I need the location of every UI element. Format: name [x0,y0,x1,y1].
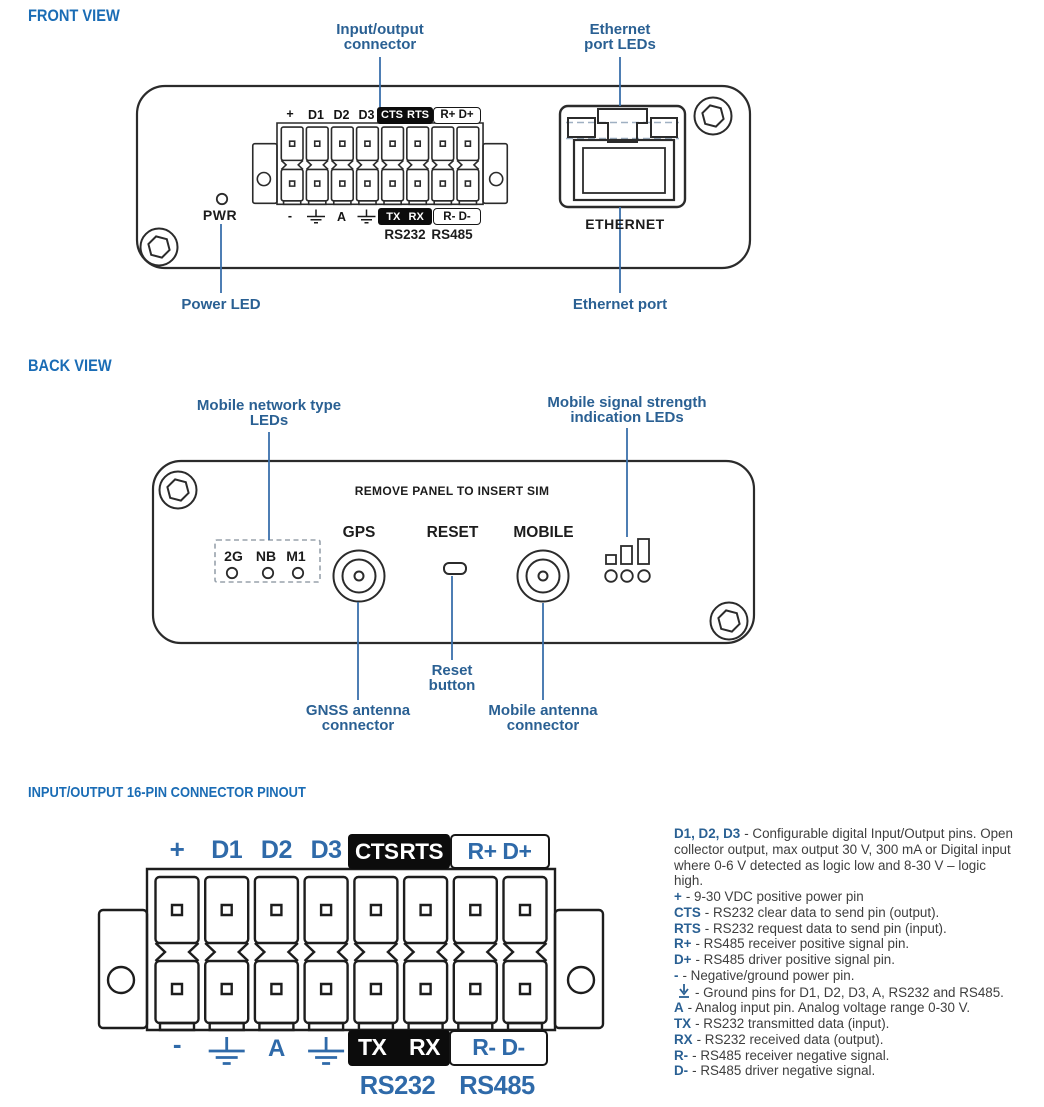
power-led-annotation: Power LED [181,296,261,313]
pinout-tx-rx-box [348,1030,450,1066]
led-2g [227,568,237,578]
sim-note-label: REMOVE PANEL TO INSERT SIM [354,484,550,498]
pinout-rs232-label: RS232 [359,1072,436,1100]
front-cts-rts-box [377,107,433,124]
hex-screw-icon [695,98,732,135]
ethernet-led-right [651,118,677,137]
signal-leds-annotation: Mobile signal strength indication LEDs [547,394,707,427]
pin-description: - Ground pins for D1, D2, D3, A, RS232 and RS485. [674,984,1018,1001]
front-pin-d3: D3 [358,107,375,122]
led-nb [263,568,273,578]
front-pin-minus: - [287,209,293,223]
front-rs232-label: RS232 [384,227,426,242]
led-label-2g: 2G [224,548,243,564]
ground-pin-icon [678,984,690,999]
ground-symbol-icon [308,1037,344,1064]
pinout-pin-plus: + [169,834,185,864]
pin-description: - - Negative/ground power pin. [674,967,855,983]
pinout-title: INPUT/OUTPUT 16-PIN CONNECTOR PINOUT [28,784,306,801]
ground-symbol-icon [358,210,376,223]
reset-button-annotation: Reset button [428,662,476,695]
pin-description: CTS - RS232 clear data to send pin (output). [674,904,940,920]
pin-description: D+ - RS485 driver positive signal pin. [674,952,895,967]
hex-screw-icon [141,229,178,266]
pin-description: TX - RS232 transmitted data (input). [674,1016,890,1031]
pin-description: RX - RS232 received data (output). [674,1031,884,1047]
pinout-rplus-dplus-box: R+ D+ [450,834,550,869]
pinout-pin-tx: TX [358,1034,387,1060]
pwr-label: PWR [202,207,238,223]
pinout-pin-a: A [267,1035,285,1062]
pinout-pin-minus: - [172,1029,182,1059]
gnss-connector-annotation: GNSS antenna connector [305,702,411,735]
front-pin-rts: RTS [407,109,429,121]
led-label-nb: NB [255,548,277,564]
gps-label: GPS [342,524,376,541]
pin-description: A - Analog input pin. Analog voltage range 0-30 V. [674,1000,971,1016]
mobile-connector-annotation: Mobile antenna connector [488,702,598,735]
ground-symbol-icon [307,210,325,223]
io-connector-annotation: Input/output connector [336,21,424,54]
power-led-icon [217,194,227,204]
reset-label: RESET [426,524,479,541]
pinout-pin-d2: D2 [260,836,292,864]
signal-bars-icon [605,539,650,582]
front-pin-plus: + [286,107,294,121]
pin-description: R+ - RS485 receiver positive signal pin. [674,936,910,952]
ethernet-leds-annotation: Ethernet port LEDs [584,21,656,54]
pinout-pin-cts: CTS [355,838,399,864]
back-view-title: BACK VIEW [28,356,112,375]
pinout-pin-rx: RX [409,1034,440,1060]
front-pin-tx: TX [386,210,401,223]
front-pin-d1: D1 [308,107,324,122]
hex-screw-icon [711,603,748,640]
pinout-rminus-dminus-box: R- D- [449,1030,548,1066]
pin-description: D- - RS485 driver negative signal. [674,1063,876,1079]
ethernet-label: ETHERNET [585,216,665,232]
front-tx-rx-box [378,208,432,225]
network-type-leds-annotation: Mobile network type LEDs [196,397,342,430]
pin-descriptions [674,826,1018,1079]
pinout-pin-rts: RTS [399,838,443,864]
pin-description: RTS - RS232 request data to send pin (input). [674,920,947,936]
network-type-leds [227,568,303,578]
pinout-pin-d1: D1 [211,836,243,864]
ethernet-port-annotation: Ethernet port [572,296,668,313]
reset-button-icon [444,563,466,574]
front-pin-rx: RX [408,210,424,223]
ethernet-led-left [568,118,595,137]
front-rplus-dplus-box: R+ D+ [433,107,481,124]
pinout-pin-d3: D3 [310,836,342,864]
io-connector-drawing-large [99,869,603,1030]
ground-symbol-icon [209,1037,245,1064]
pin-description: R- - RS485 receiver negative signal. [674,1047,890,1063]
pin-description: + - 9-30 VDC positive power pin [674,889,864,904]
pinout-cts-rts-box [348,834,450,869]
pinout-rs485-label: RS485 [459,1072,535,1100]
pin-description: D1, D2, D3 - Configurable digital Input/Output pins. Open collector output, max output 30 V, 300 mA or Digital input where 0-6 V detected as logic low and 8-30 V – logic high. [674,826,1013,889]
mobile-label: MOBILE [513,524,574,541]
ethernet-port-icon [560,106,685,207]
front-view-title: FRONT VIEW [28,6,120,25]
antenna-connector-icon [334,551,385,602]
front-pin-a: A [336,209,347,224]
front-rminus-dminus-box: R- D- [433,208,481,225]
front-pin-d2: D2 [333,107,350,122]
hex-screw-icon [160,472,197,509]
led-m1 [293,568,303,578]
led-label-m1: M1 [286,548,306,564]
io-connector-drawing-front [253,123,508,204]
front-rs485-label: RS485 [431,227,473,242]
front-pin-cts: CTS [381,109,403,121]
antenna-connector-icon [518,551,569,602]
